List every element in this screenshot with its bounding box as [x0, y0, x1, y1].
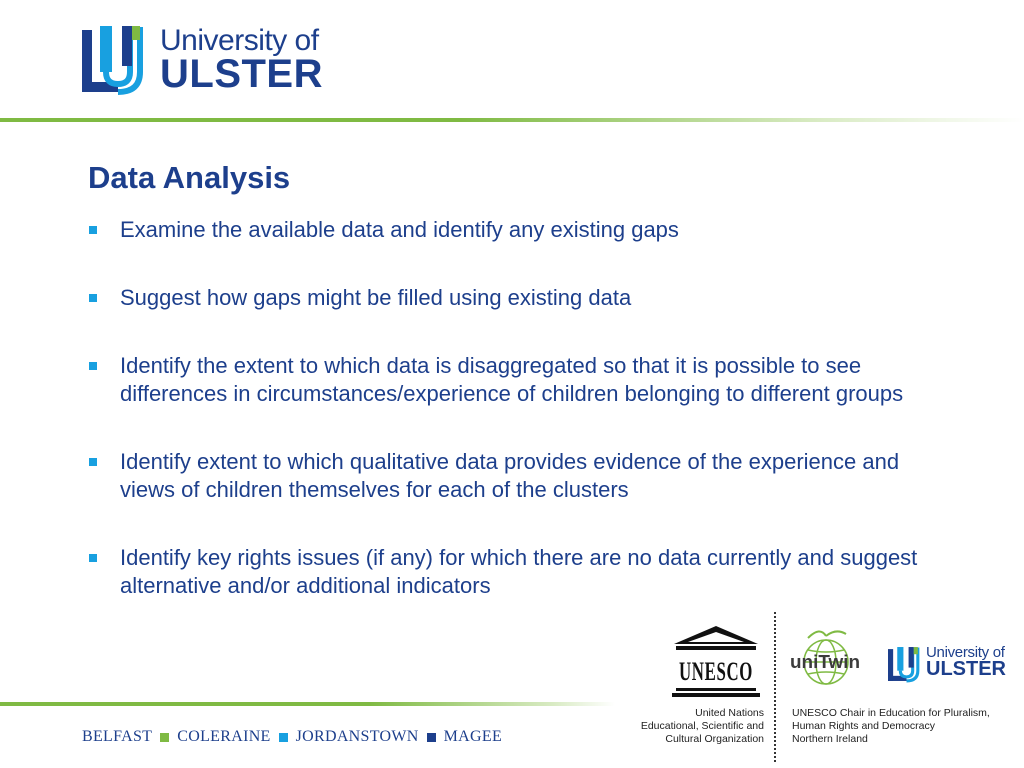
separator-square-icon	[427, 733, 436, 742]
bullet-square-icon	[89, 554, 97, 562]
bullet-text: Examine the available data and identify any existing gaps	[120, 217, 679, 242]
bullet-square-icon	[89, 226, 97, 234]
campus-jordanstown: JORDANSTOWN	[295, 728, 419, 745]
unesco-logo	[668, 624, 764, 700]
unesco-caption: United Nations Educational, Scientific and Cultural Organization	[640, 707, 764, 745]
bullet-square-icon	[89, 458, 97, 466]
separator-square-icon	[279, 733, 288, 742]
logo-university-of: University of	[160, 24, 319, 57]
ulster-logo-icon	[888, 646, 924, 682]
bullet-item	[86, 448, 956, 504]
bullet-text: Identify key rights issues (if any) for which there are no data currently and suggest alternative and/or additional indicators	[120, 545, 918, 598]
campus-coleraine: COLERAINE	[177, 728, 271, 745]
bullet-square-icon	[89, 362, 97, 370]
svg-text:uniTwin: uniTwin	[790, 652, 860, 672]
bullet-item	[86, 544, 956, 600]
bullet-text: Identify the extent to which data is disaggregated so that it is possible to see differences in circumstances/experience of children belonging to different groups	[120, 353, 904, 406]
bullet-item	[86, 216, 956, 244]
unitwin-logo	[786, 624, 864, 698]
logo-ulster-small: ULSTER	[926, 658, 1006, 680]
header-divider	[0, 118, 1024, 122]
bullet-text: Identify extent to which qualitative data provides evidence of the experience and views of children themselves for each of the clusters	[120, 449, 900, 502]
bullet-text: Suggest how gaps might be filled using existing data	[120, 285, 632, 310]
campus-list	[82, 728, 502, 746]
university-logo	[82, 24, 322, 96]
campus-belfast: BELFAST	[82, 728, 153, 745]
campus-magee: MAGEE	[443, 728, 503, 745]
unesco-chair-caption: UNESCO Chair in Education for Pluralism, Human Rights and Democracy Northern Ireland	[792, 707, 990, 745]
bullet-list	[86, 216, 956, 600]
bullet-square-icon	[89, 294, 97, 302]
footer-divider	[0, 702, 615, 706]
logo-ulster: ULSTER	[160, 52, 323, 96]
university-logo-small	[888, 644, 1012, 684]
bullet-item	[86, 284, 956, 312]
svg-text:UNESCO: UNESCO	[679, 657, 753, 686]
separator-square-icon	[160, 733, 169, 742]
bullet-item	[86, 352, 956, 408]
logo-university-of-small: University of	[926, 644, 1005, 661]
slide-title: Data Analysis	[88, 160, 291, 195]
logo-separator	[774, 612, 776, 762]
ulster-logo-icon	[82, 24, 152, 94]
